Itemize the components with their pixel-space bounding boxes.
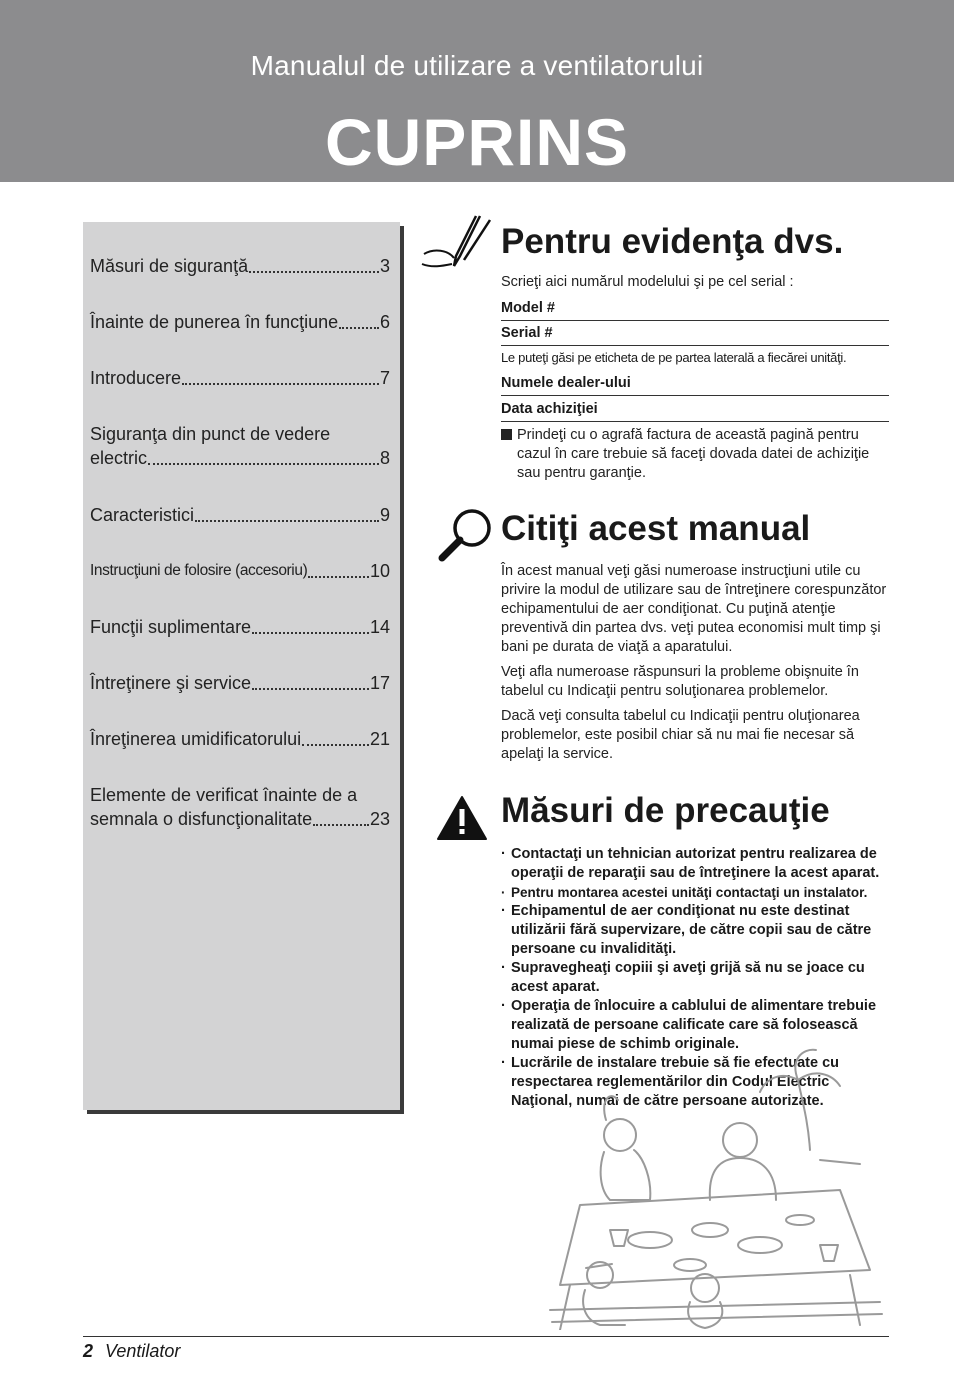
manual-subtitle: Manualul de utilizare a ventilatorului xyxy=(250,50,704,81)
page-footer xyxy=(83,1341,180,1362)
read-paragraph-2: Veţi afla numeroase răspunsuri la probleme obişnuite în tabelul cu Indicaţii pentru soluţionarea problemelor. xyxy=(501,664,859,699)
staple-note xyxy=(501,426,891,483)
toc-entry-label-line1: Siguranţa din punct de vedere xyxy=(90,424,331,444)
toc-entry[interactable] xyxy=(90,783,390,831)
list-item: · Pentru montarea acestei unităţi contactaţi un instalator. xyxy=(501,885,868,900)
toc-entry[interactable] xyxy=(90,559,390,583)
serial-label: Serial # xyxy=(501,325,553,341)
square-bullet-icon xyxy=(501,429,512,440)
toc-entry-label: Înreţinerea umidificatorului xyxy=(90,729,302,749)
toc-entry[interactable] xyxy=(90,254,390,278)
toc-entry[interactable] xyxy=(90,422,390,470)
read-paragraph-3: Dacă veţi consulta tabelul cu Indicaţii pentru oluţionarea problemelor, este posibil chiar să nu mai fie necesar să apelaţi la service. xyxy=(501,708,860,762)
toc-entry-label: Instrucţiuni de folosire (accesoriu) xyxy=(90,562,308,579)
toc-entry-label-line1: Elemente de verificat înainte de a xyxy=(90,785,358,805)
toc-entry-label: electric xyxy=(90,448,148,468)
toc-entry-label: Înainte de punerea în funcţiune xyxy=(90,312,339,332)
model-label: Model # xyxy=(501,300,555,316)
toc-entry[interactable] xyxy=(90,503,390,527)
record-intro: Scrieţi aici numărul modelului şi pe cel serial : xyxy=(501,274,794,290)
list-item: · Echipamentul de aer condiţionat nu este destinat utilizării fără supervizare, de către copii sau de către persoane cu invalidităţi. xyxy=(501,903,872,957)
toc-entry-page: 3 xyxy=(379,256,390,276)
read-paragraph-1: În acest manual veţi găsi numeroase instrucţiuni utile cu privire la modul de utilizare sau de întreţinere corespunzător echipamentului de aer condiţionat. Cu puţină atenţie preventivă din partea dvs. veţi putea economisi mult timp şi bani pe durata de viaţă a aparatului. xyxy=(501,563,887,655)
toc-entry-page: 8 xyxy=(379,448,390,468)
toc-entry-page: 21 xyxy=(369,729,390,749)
magnifier-icon xyxy=(436,506,496,564)
picnic-illustration xyxy=(540,1040,890,1330)
serial-line[interactable] xyxy=(501,345,889,346)
list-item: · Operaţia de înlocuire a cablului de alimentare trebuie realizată de persoane calificate care să folosească numai piese de schimb originale. xyxy=(501,998,877,1052)
list-item: · Lucrările de instalare trebuie să fie efectuate cu respectarea reglementărilor din Codul Electric Naţional, numai de către persoane autorizate. xyxy=(501,1055,839,1109)
list-item: · Contactaţi un tehnician autorizat pentru realizarea de operaţii de reparaţii sau de întreţinere la acest aparat. xyxy=(501,846,880,881)
table-of-contents xyxy=(83,222,400,1110)
toc-entry[interactable] xyxy=(90,615,390,639)
toc-entry[interactable] xyxy=(90,310,390,334)
page-number: 2 xyxy=(83,1341,94,1361)
warning-icon xyxy=(436,795,488,841)
toc-entry-label: Întreţinere şi service xyxy=(90,673,252,693)
toc-entry-page: 7 xyxy=(379,368,390,388)
toc-entry-page: 6 xyxy=(379,312,390,332)
toc-entry-label: Măsuri de siguranţă xyxy=(90,256,249,276)
toc-entry-label: Caracteristici xyxy=(90,505,195,525)
toc-entry-page: 14 xyxy=(369,617,390,637)
read-manual-title: Citiţi acest manual xyxy=(501,509,811,548)
dealer-line[interactable] xyxy=(501,395,889,396)
toc-entry[interactable] xyxy=(90,727,390,751)
toc-entry-label: Funcţii suplimentare xyxy=(90,617,252,637)
toc-entry-label: Introducere xyxy=(90,368,182,388)
list-item: · Supravegheaţi copiii şi aveţi grijă să nu se joace cu acest aparat. xyxy=(501,960,865,995)
staple-note-text: Prindeţi cu o agrafă factura de această pagină pentru cazul în care trebuie să faceţi dovada datei de achiziţie sau pentru garanţie. xyxy=(517,427,870,481)
toc-entry[interactable] xyxy=(90,366,390,390)
record-title: Pentru evidenţa dvs. xyxy=(501,222,844,261)
footer-divider xyxy=(83,1336,889,1337)
toc-entry[interactable] xyxy=(90,671,390,695)
dealer-label: Numele dealer-ului xyxy=(501,375,631,391)
toc-entry-page: 9 xyxy=(379,505,390,525)
header-band xyxy=(0,0,954,182)
precautions-title: Măsuri de precauţie xyxy=(501,791,830,830)
pen-icon xyxy=(420,212,496,274)
footer-label: Ventilator xyxy=(105,1341,181,1361)
toc-entry-page: 10 xyxy=(369,561,390,581)
toc-entry-page: 17 xyxy=(369,673,390,693)
toc-entry-page: 23 xyxy=(369,809,390,829)
toc-entry-label: semnala o disfuncţionalitate xyxy=(90,809,313,829)
model-line[interactable] xyxy=(501,320,889,321)
date-line[interactable] xyxy=(501,421,889,422)
label-location-note: Le puteţi găsi pe eticheta de pe partea laterală a fiecărei unităţi. xyxy=(501,350,847,365)
page-title: CUPRINS xyxy=(324,105,630,179)
date-label: Data achiziţiei xyxy=(501,401,598,417)
